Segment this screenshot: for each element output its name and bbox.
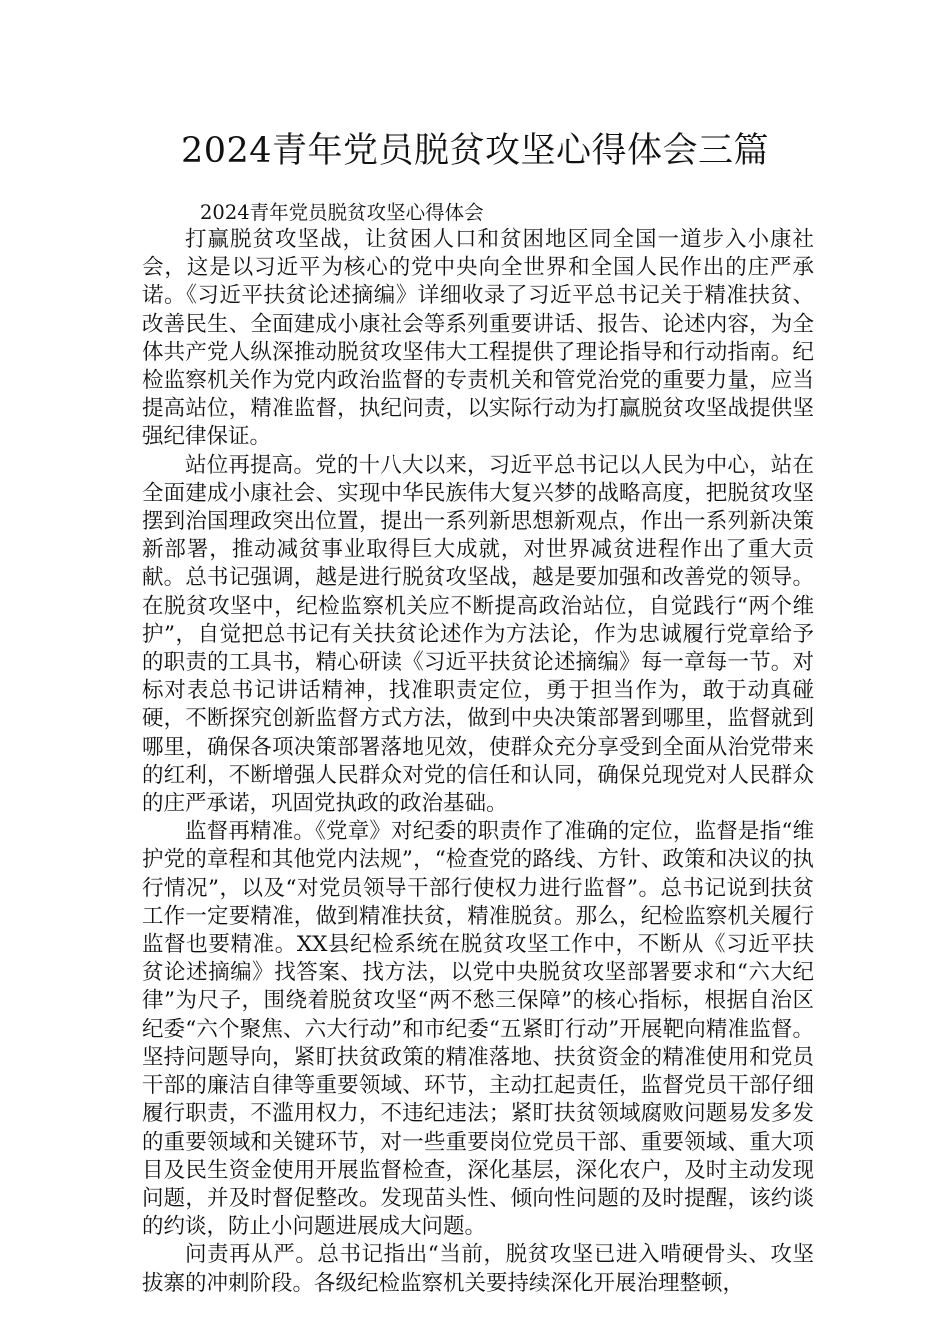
paragraph-intro: 打赢脱贫攻坚战，让贫困人口和贫困地区同全国一道步入小康社会，这是以习近平为核心的党中央向全世界和全国人民作出的庄严承诺。《习近平扶贫论述摘编》详细收录了习近平总书记关于精准扶贫、改善民生、全面建成小康社会等系列重要讲话、报告、论述内容，为全体共产党人纵深推动脱贫攻坚伟大工程提供了理论指导和行动指南。纪检监察机关作为党内政治监督的专责机关和管党治党的重要力量，应当提高站位，精准监督，执纪问责，以实际行动为打赢脱贫攻坚战提供坚强纪律保证。 — [142, 227, 814, 450]
paragraph-position: 站位再提高。党的十八大以来，习近平总书记以人民为中心，站在全面建成小康社会、实现中华民族伟大复兴梦的战略高度，把脱贫攻坚摆到治国理政突出位置，提出一系列新思想新观点，作出一系列新决策新部署，推动减贫事业取得巨大成就，对世界减贫进程作出了重大贡献。总书记强调，越是进行脱贫攻坚战，越是要加强和改善党的领导。在脱贫攻坚中，纪检监察机关应不断提高政治站位，自觉践行“两个维护”，自觉把总书记有关扶贫论述作为方法论，作为忠诚履行党章给予的职责的工具书，精心研读《习近平扶贫论述摘编》每一章每一节。对标对表总书记讲话精神，找准职责定位，勇于担当作为，敢于动真碰硬，不断探究创新监督方式方法，做到中央决策部署到哪里，监督就到哪里，确保各项决策部署落地见效，使群众充分享受到全面从治党带来的红利，不断增强人民群众对党的信任和认同，确保兑现党对人民群众的庄严承诺，巩固党执政的政治基础。 — [142, 452, 814, 817]
paragraph-supervision: 监督再精准。《党章》对纪委的职责作了准确的定位，监督是指“维护党的章程和其他党内法规”，“检查党的路线、方针、政策和决议的执行情况”，以及“对党员领导干部行使权力进行监督”。总书记说到扶贫工作一定要精准，做到精准扶贫，精准脱贫。那么，纪检监察机关履行监督也要精准。XX县纪检系统在脱贫攻坚工作中，不断从《习近平扶贫论述摘编》找答案、找方法，以党中央脱贫攻坚部署要求和“六大纪律”为尺子，围绕着脱贫攻坚“两不愁三保障”的核心指标，根据自治区纪委“六个聚焦、六大行动”和市纪委“五紧盯行动”开展靶向精准监督。坚持问题导向，紧盯扶贫政策的精准落地、扶贫资金的精准使用和党员干部的廉洁自律等重要领域、环节，主动扛起责任，监督党员干部仔细履行职责，不滥用权力，不违纪违法；紧盯扶贫领域腐败问题易发多发的重要领域和关键环节，对一些重要岗位党员干部、重要领域、重大项目及民生资金使用开展监督检查，深化基层，深化农户，及时主动发现问题，并及时督促整改。发现苗头性、倾向性问题的及时提醒，该约谈的约谈，防止小问题进展成大问题。 — [142, 819, 814, 1240]
paragraph-accountability: 问责再从严。总书记指出“当前，脱贫攻坚已进入啃硬骨头、攻坚拔寨的冲刺阶段。各级纪检监察机关要持续深化开展治理整顿， — [142, 1242, 814, 1296]
document-title: 2024青年党员脱贫攻坚心得体会三篇 — [180, 131, 770, 171]
document-subtitle: 2024青年党员脱贫攻坚心得体会 — [200, 201, 484, 224]
document-body — [142, 200, 814, 1298]
